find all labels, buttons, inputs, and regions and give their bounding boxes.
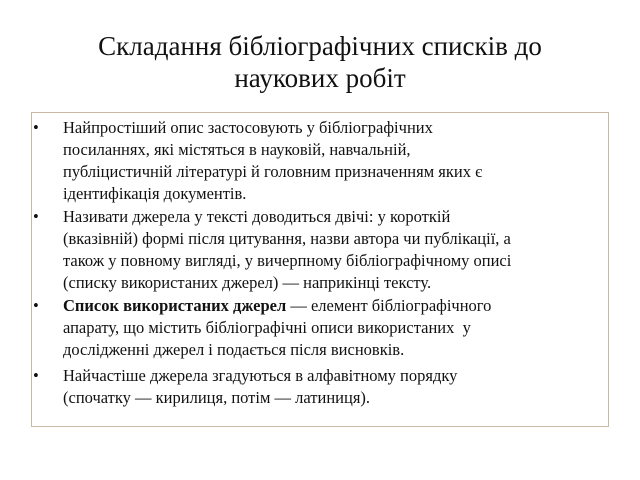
item-line: апарату, що містить бібліографічні описи використаних у [63, 318, 471, 337]
bullet-icon: • [33, 296, 39, 315]
slide-title [0, 30, 640, 94]
item-line: Найчастіше джерела згадуються в алфавітному порядку [63, 366, 458, 385]
list-item [33, 206, 603, 294]
bullet-icon: • [33, 366, 39, 385]
list-item [33, 295, 603, 361]
bullet-icon: • [33, 118, 39, 137]
title-line: наукових робіт [234, 63, 406, 93]
item-line: (спочатку — кирилиця, потім — латиниця). [63, 388, 371, 407]
item-line: Найпростіший опис застосовують у бібліографічних [63, 118, 433, 137]
item-line: ідентифікація документів. [63, 184, 247, 203]
item-text: — елемент бібліографічного [286, 296, 492, 315]
item-line: (списку використаних джерел) — наприкінці тексту. [63, 273, 432, 292]
item-line: також у повному вигляді, у вичерпному бібліографічному описі [63, 251, 512, 270]
item-line: Називати джерела у тексті доводиться двічі: у короткій [63, 207, 451, 226]
bullet-icon: • [33, 207, 39, 226]
item-line: публіцистичній літературі й головним призначенням яких є [63, 162, 483, 181]
bullet-list [33, 117, 603, 410]
item-line: посиланнях, які містяться в науковій, навчальній, [63, 140, 411, 159]
term-bold: Список використаних джерел [63, 296, 287, 315]
list-item [33, 365, 603, 409]
item-line [63, 295, 603, 317]
item-line: (вказівній) формі після цитування, назви автора чи публікації, а [63, 229, 511, 248]
item-line: дослідженні джерел і подається після висновків. [63, 340, 405, 359]
title-line: Складання бібліографічних списків до [98, 31, 542, 61]
list-item [33, 117, 603, 205]
